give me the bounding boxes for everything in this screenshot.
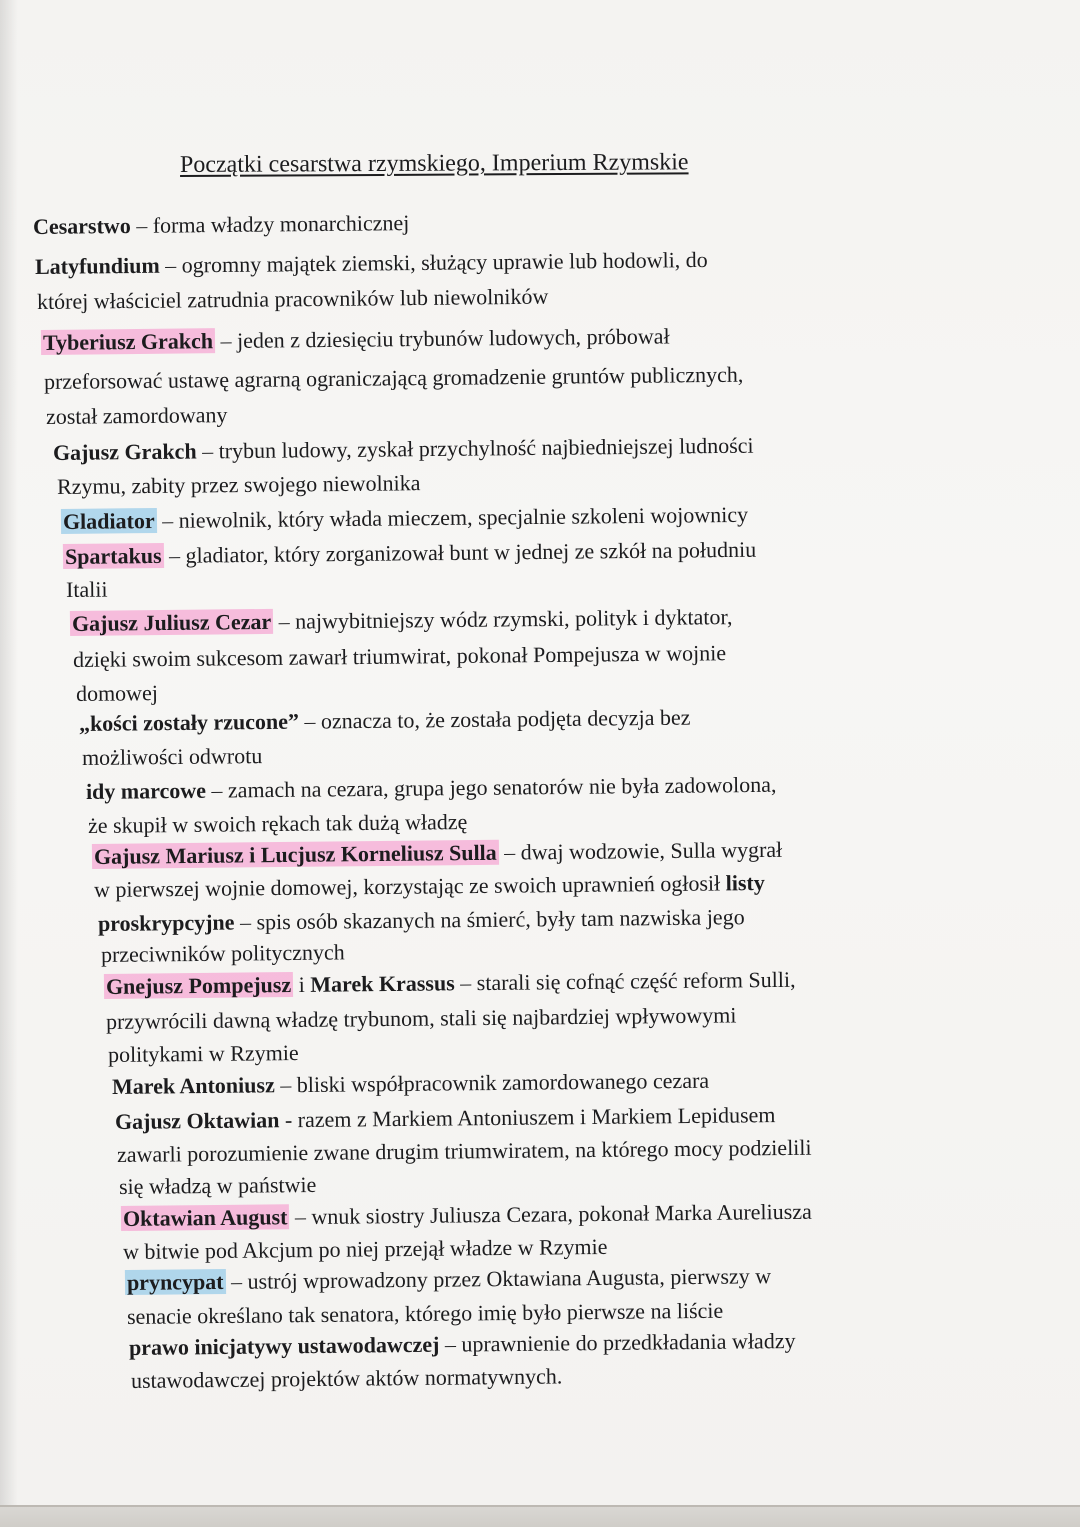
line-continuation xyxy=(73,642,726,671)
line-continuation xyxy=(93,869,765,902)
term: listy xyxy=(725,869,765,896)
line-proskrypcyjne xyxy=(98,906,745,935)
definition: – trybun ludowy, zyskał przychylność najbiedniejszej ludności xyxy=(196,432,754,464)
term-highlighted: Gajusz Juliusz Cezar xyxy=(71,608,272,636)
definition: której właściciel zatrudnia pracowników lub niewolników xyxy=(36,283,549,314)
line-continuation xyxy=(116,1134,812,1167)
term: Latyfundium xyxy=(34,252,160,279)
line-gajusz-oktawian xyxy=(115,1104,776,1133)
definition: przywrócili dawną władzę trybunom, stali się najbardziej wpływowymi xyxy=(105,1002,737,1034)
term-highlighted: pryncypat xyxy=(126,1268,224,1295)
line-tyberiusz-grakch xyxy=(41,325,670,354)
line-continuation xyxy=(88,811,468,837)
definition: – bliski współpracownik zamordowanego cezara xyxy=(274,1067,710,1098)
definition: przeciwników politycznych xyxy=(100,939,345,967)
definition: – najwybitniejszy wódz rzymski, polityk i dyktator, xyxy=(273,604,733,634)
definition: politykami w Rzymie xyxy=(107,1040,299,1067)
definition: przeforsować ustawę agrarną ograniczającą gromadzenie gruntów publicznych, xyxy=(43,361,744,394)
line-continuation xyxy=(108,1042,299,1066)
line-kosci-zostaly-rzucone xyxy=(78,704,691,736)
definition: – spis osób skazanych na śmierć, były tam nazwiska jego xyxy=(234,904,745,935)
line-oktawian-august xyxy=(121,1198,812,1231)
line-continuation xyxy=(36,283,549,314)
line-continuation xyxy=(65,576,108,602)
definition: – ogromny majątek ziemski, służący uprawie lub hodowli, do xyxy=(159,246,708,278)
line-continuation xyxy=(57,472,421,498)
definition: Rzymu, zabity przez swojego niewolnika xyxy=(56,470,421,499)
line-continuation xyxy=(118,1171,317,1199)
line-continuation xyxy=(106,1004,737,1033)
line-pryncypat xyxy=(125,1265,771,1294)
line-continuation xyxy=(46,404,228,428)
definition: – gladiator, który zorganizował bunt w jednej ze szkół na południu xyxy=(163,536,757,568)
definition: – wnuk siostry Juliusza Cezara, pokonał Marka Aureliusza xyxy=(289,1198,812,1230)
page-bottom-edge xyxy=(0,1505,1080,1527)
term: prawo inicjatywy ustawodawczej xyxy=(128,1331,440,1360)
definition: w pierwszej wojnie domowej, korzystając ze swoich uprawnień ogłosił xyxy=(93,870,726,902)
definition: się władzą w państwie xyxy=(118,1171,317,1199)
definition: - razem z Markiem Antoniuszem i Markiem Lepidusem xyxy=(279,1102,776,1133)
term: Gajusz Grakch xyxy=(52,438,197,465)
term: idy marcowe xyxy=(85,777,207,804)
definition: ustawodawczej projektów aktów normatywnych. xyxy=(130,1363,563,1393)
term: proskrypcyjne xyxy=(97,909,235,936)
term: „kości zostały rzucone” xyxy=(78,708,300,736)
definition: – zamach na cezara, grupa jego senatorów nie była zadowolona, xyxy=(205,771,777,803)
definition: – dwaj wodzowie, Sulla wygrał xyxy=(498,836,783,865)
line-marek-antoniusz xyxy=(111,1067,710,1099)
line-prawo-inicjatywy xyxy=(129,1330,796,1359)
term-highlighted: Spartakus xyxy=(64,542,162,569)
definition: domowej xyxy=(75,680,159,706)
term-highlighted: Gladiator xyxy=(62,508,155,534)
definition: dzięki swoim sukcesom zawarł triumwirat, pokonał Pompejusza w wojnie xyxy=(72,640,727,672)
term-highlighted: Oktawian August xyxy=(122,1204,288,1231)
line-continuation xyxy=(126,1297,724,1329)
line-mariusz-sulla xyxy=(92,836,783,869)
line-cesarstwo xyxy=(33,212,410,238)
term-highlighted: Gnejusz Pompejusz xyxy=(105,972,292,999)
definition: – niewolnik, który włada mieczem, specjalnie szkoleni wojownicy xyxy=(156,501,749,533)
term-highlighted: Gajusz Mariusz i Lucjusz Korneliusz Sulla xyxy=(93,839,497,869)
line-continuation xyxy=(122,1233,608,1264)
line-gajusz-juliusz-cezar xyxy=(70,606,733,635)
line-gladiator xyxy=(61,501,749,534)
term: Marek Krassus xyxy=(310,970,455,997)
definition: że skupił w swoich rękach tak dużą władzę xyxy=(87,809,468,838)
line-continuation xyxy=(131,1365,563,1392)
definition: – ustrój wprowadzony przez Oktawiana Augusta, pierwszy w xyxy=(225,1263,772,1294)
notes-body xyxy=(0,210,1080,1474)
definition: został zamordowany xyxy=(45,402,228,429)
definition: – jeden z dziesięciu trybunów ludowych, próbował xyxy=(214,323,670,354)
connector: i xyxy=(293,971,311,998)
term: Marek Antoniusz xyxy=(111,1072,275,1099)
definition: Italii xyxy=(65,576,108,602)
line-idy-marcowe xyxy=(85,771,777,804)
definition: – oznacza to, że została podjęta decyzja bez xyxy=(298,704,691,734)
line-continuation xyxy=(43,361,744,394)
definition: – uprawnienie do przedkładania władzy xyxy=(439,1328,796,1357)
term-highlighted: Tyberiusz Grakch xyxy=(42,328,214,355)
page-title: Początki cesarstwa rzymskiego, Imperium Rzymskie xyxy=(179,149,689,178)
term: Cesarstwo xyxy=(32,212,131,239)
definition: – starali się cofnąć część reform Sulli, xyxy=(454,966,796,996)
line-spartakus xyxy=(63,536,757,569)
definition: możliwości odwrotu xyxy=(81,743,263,770)
definition: zawarli porozumienie zwane drugim triumwiratem, na którego mocy podzielili xyxy=(116,1134,812,1167)
line-gajusz-grakch xyxy=(52,432,754,465)
line-continuation xyxy=(82,745,262,769)
definition: w bitwie pod Akcjum po niej przejął władze w Rzymie xyxy=(122,1233,608,1264)
line-latyfundium xyxy=(34,246,708,279)
line-continuation xyxy=(76,682,158,705)
definition: senacie określano tak senatora, którego imię było pierwsze na liście xyxy=(126,1297,724,1329)
line-pompejusz-krassus xyxy=(104,966,796,999)
line-continuation xyxy=(101,941,345,966)
term: Gajusz Oktawian xyxy=(114,1107,280,1134)
definition: – forma władzy monarchicznej xyxy=(130,210,410,238)
